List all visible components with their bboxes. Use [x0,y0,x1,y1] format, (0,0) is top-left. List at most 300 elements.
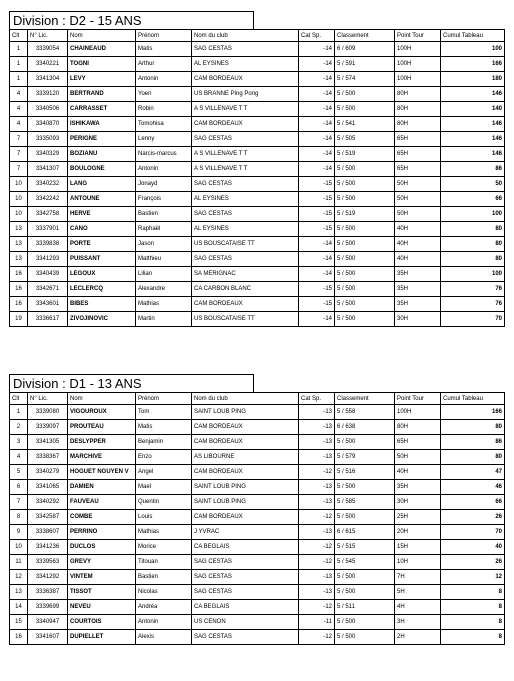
cell-license-number: 3342671 [28,282,68,297]
cell-point-tour: 80H [395,117,441,132]
cell-classement: 5 / 500 [335,435,395,450]
cell-license-number: 3341307 [28,162,68,177]
table-row [10,207,505,222]
cell-cumul-tableau: 70 [441,312,505,327]
table-row [10,585,505,600]
cell-first-name: Tom [136,405,192,420]
cell-first-name: Louis [136,510,192,525]
cell-last-name: COMBE [68,510,136,525]
cell-license-number: 3341065 [28,480,68,495]
cell-classement: 5 / 519 [335,147,395,162]
cell-last-name: ZIVOJINOVIC [68,312,136,327]
cell-rank: 6 [10,480,28,495]
cell-category: -14 [299,102,335,117]
cell-last-name: PORTE [68,237,136,252]
cell-first-name: Matis [136,420,192,435]
cell-classement: 5 / 500 [335,585,395,600]
cell-category: -13 [299,525,335,540]
cell-last-name: PUISSANT [68,252,136,267]
cell-cumul-tableau: 100 [441,207,505,222]
cell-classement: 5 / 574 [335,72,395,87]
cell-category: -13 [299,480,335,495]
cell-rank: 10 [10,192,28,207]
cell-rank: 10 [10,207,28,222]
division-title: Division : D2 - 15 ANS [9,11,254,29]
cell-category: -14 [299,147,335,162]
cell-cumul-tableau: 26 [441,555,505,570]
cell-last-name: CANO [68,222,136,237]
cell-classement: 5 / 500 [335,282,395,297]
cell-rank: 8 [10,510,28,525]
cell-cumul-tableau: 166 [441,57,505,72]
cell-club-name: CA CARBON BLANC [192,282,299,297]
cell-license-number: 3339054 [28,42,68,57]
cell-club-name: SAINT LOUB PING [192,405,299,420]
cell-classement: 5 / 500 [335,87,395,102]
cell-last-name: LEGOUX [68,267,136,282]
cell-last-name: DESLYPPER [68,435,136,450]
cell-rank: 7 [10,495,28,510]
cell-classement: 5 / 500 [335,615,395,630]
cell-cumul-tableau: 8 [441,615,505,630]
column-header-last-name: Nom [68,30,136,42]
cell-point-tour: 7H [395,570,441,585]
cell-rank: 12 [10,570,28,585]
cell-club-name: CAM BORDEAUX [192,297,299,312]
cell-cumul-tableau: 80 [441,237,505,252]
cell-club-name: J YVRAC [192,525,299,540]
column-header-license-number: N° Lic. [28,30,68,42]
cell-category: -12 [299,630,335,645]
cell-point-tour: 30H [395,495,441,510]
table-row [10,117,505,132]
cell-club-name: SAG CESTAS [192,555,299,570]
cell-last-name: BOZIANU [68,147,136,162]
cell-license-number: 3337901 [28,222,68,237]
table-row [10,147,505,162]
cell-point-tour: 5H [395,585,441,600]
header-row [10,393,505,405]
cell-club-name: CAM BORDEAUX [192,72,299,87]
cell-category: -14 [299,42,335,57]
cell-category: -14 [299,117,335,132]
cell-point-tour: 15H [395,540,441,555]
cell-first-name: Alexandre [136,282,192,297]
cell-rank: 1 [10,42,28,57]
cell-classement: 5 / 515 [335,540,395,555]
cell-cumul-tableau: 46 [441,480,505,495]
cell-cumul-tableau: 70 [441,525,505,540]
cell-last-name: VIGOUROUX [68,405,136,420]
cell-category: -15 [299,192,335,207]
cell-cumul-tableau: 146 [441,147,505,162]
cell-club-name: CA BEGLAIS [192,540,299,555]
table-row [10,540,505,555]
cell-category: -13 [299,495,335,510]
cell-first-name: Andréa [136,600,192,615]
column-header-license-number: N° Lic. [28,393,68,405]
cell-club-name: AL EYSINES [192,222,299,237]
cell-cumul-tableau: 50 [441,177,505,192]
cell-rank: 4 [10,102,28,117]
cell-category: -12 [299,555,335,570]
cell-cumul-tableau: 76 [441,297,505,312]
cell-point-tour: 40H [395,237,441,252]
cell-license-number: 3341305 [28,435,68,450]
cell-last-name: HERVE [68,207,136,222]
cell-last-name: LANG [68,177,136,192]
table-row [10,420,505,435]
cell-point-tour: 80H [395,420,441,435]
table-row [10,237,505,252]
cell-license-number: 3336617 [28,312,68,327]
cell-license-number: 3341293 [28,252,68,267]
cell-rank: 7 [10,162,28,177]
cell-classement: 5 / 500 [335,237,395,252]
column-header-club-name: Nom du club [192,30,299,42]
cell-rank: 16 [10,282,28,297]
cell-rank: 16 [10,297,28,312]
cell-first-name: Bastien [136,207,192,222]
cell-first-name: Tomohisa [136,117,192,132]
table-row [10,162,505,177]
cell-classement: 6 / 638 [335,420,395,435]
cell-point-tour: 50H [395,192,441,207]
table-row [10,192,505,207]
cell-last-name: PROUTEAU [68,420,136,435]
cell-category: -11 [299,615,335,630]
cell-first-name: Matis [136,42,192,57]
column-header-classement: Classement [335,393,395,405]
cell-category: -14 [299,237,335,252]
cell-point-tour: 35H [395,267,441,282]
cell-point-tour: 10H [395,555,441,570]
table-row [10,57,505,72]
cell-rank: 5 [10,465,28,480]
ranking-table [9,29,505,327]
table-row [10,72,505,87]
cell-rank: 13 [10,585,28,600]
cell-point-tour: 50H [395,207,441,222]
cell-first-name: Raphaël [136,222,192,237]
cell-point-tour: 40H [395,222,441,237]
cell-point-tour: 50H [395,450,441,465]
cell-last-name: GREVY [68,555,136,570]
cell-category: -14 [299,162,335,177]
table-row [10,297,505,312]
cell-license-number: 3341304 [28,72,68,87]
cell-last-name: BOULOGNE [68,162,136,177]
cell-category: -15 [299,282,335,297]
table-row [10,630,505,645]
cell-category: -15 [299,207,335,222]
cell-classement: 5 / 505 [335,132,395,147]
cell-first-name: Lilian [136,267,192,282]
cell-club-name: CAM BORDEAUX [192,420,299,435]
table-row [10,570,505,585]
cell-rank: 2 [10,420,28,435]
cell-category: -14 [299,57,335,72]
table-body [10,42,505,327]
cell-category: -15 [299,297,335,312]
cell-rank: 11 [10,555,28,570]
cell-point-tour: 65H [395,435,441,450]
cell-first-name: Mael [136,480,192,495]
cell-license-number: 3340439 [28,267,68,282]
cell-classement: 5 / 500 [335,162,395,177]
cell-last-name: PERIGNE [68,132,136,147]
table-row [10,267,505,282]
cell-category: -14 [299,252,335,267]
cell-club-name: SAG CESTAS [192,570,299,585]
cell-club-name: SAINT LOUB PING [192,495,299,510]
column-header-first-name: Prénom [136,30,192,42]
cell-rank: 7 [10,147,28,162]
cell-cumul-tableau: 80 [441,450,505,465]
cell-rank: 13 [10,222,28,237]
cell-last-name: VINTEM [68,570,136,585]
cell-rank: 1 [10,57,28,72]
table-row [10,222,505,237]
column-header-cumul-tableau: Cumul Tableau [441,393,505,405]
cell-cumul-tableau: 166 [441,405,505,420]
cell-license-number: 3341292 [28,570,68,585]
cell-first-name: Titouan [136,555,192,570]
cell-first-name: Angel [136,465,192,480]
division-d1-section [9,374,504,645]
cell-club-name: CAM BORDEAUX [192,465,299,480]
cell-cumul-tableau: 66 [441,192,505,207]
cell-rank: 13 [10,252,28,267]
cell-category: -12 [299,510,335,525]
header-row [10,30,505,42]
cell-last-name: BIBES [68,297,136,312]
cell-category: -15 [299,177,335,192]
cell-point-tour: 80H [395,87,441,102]
cell-first-name: Jason [136,237,192,252]
table-row [10,405,505,420]
cell-license-number: 3340232 [28,177,68,192]
cell-club-name: A S VILLENAVE T T [192,162,299,177]
cell-last-name: LEVY [68,72,136,87]
table-row [10,615,505,630]
cell-last-name: DUCLOS [68,540,136,555]
cell-point-tour: 25H [395,510,441,525]
cell-classement: 5 / 500 [335,312,395,327]
column-header-rank: Clt [10,30,28,42]
cell-first-name: Enzo [136,450,192,465]
column-header-point-tour: Point Tour [395,393,441,405]
cell-classement: 5 / 591 [335,57,395,72]
cell-point-tour: 65H [395,162,441,177]
cell-rank: 10 [10,540,28,555]
cell-club-name: A S VILLENAVE T T [192,102,299,117]
table-row [10,312,505,327]
cell-rank: 4 [10,450,28,465]
cell-point-tour: 2H [395,630,441,645]
cell-classement: 5 / 500 [335,192,395,207]
cell-rank: 1 [10,72,28,87]
cell-license-number: 3342242 [28,192,68,207]
cell-category: -14 [299,132,335,147]
cell-club-name: US BOUSCATAISE TT [192,312,299,327]
cell-first-name: Quentin [136,495,192,510]
cell-last-name: CHAINEAUD [68,42,136,57]
cell-category: -12 [299,465,335,480]
cell-point-tour: 30H [395,312,441,327]
cell-last-name: COURTOIS [68,615,136,630]
column-header-last-name: Nom [68,393,136,405]
cell-rank: 4 [10,117,28,132]
column-header-club-name: Nom du club [192,393,299,405]
cell-category: -14 [299,267,335,282]
cell-first-name: Lenny [136,132,192,147]
cell-first-name: François [136,192,192,207]
table-row [10,177,505,192]
cell-first-name: Robin [136,102,192,117]
cell-rank: 7 [10,132,28,147]
cell-rank: 19 [10,312,28,327]
cell-first-name: Martin [136,312,192,327]
cell-last-name: PERRINO [68,525,136,540]
cell-license-number: 3339563 [28,555,68,570]
cell-cumul-tableau: 146 [441,87,505,102]
ranking-table [9,392,505,645]
cell-category: -15 [299,222,335,237]
cell-point-tour: 3H [395,615,441,630]
cell-cumul-tableau: 66 [441,495,505,510]
cell-first-name: Alexis [136,630,192,645]
cell-classement: 5 / 500 [335,510,395,525]
cell-rank: 15 [10,615,28,630]
cell-last-name: TOGNI [68,57,136,72]
cell-classement: 5 / 500 [335,222,395,237]
cell-category: -13 [299,570,335,585]
table-row [10,450,505,465]
column-header-classement: Classement [335,30,395,42]
cell-license-number: 3340870 [28,117,68,132]
cell-point-tour: 80H [395,102,441,117]
cell-license-number: 3343601 [28,297,68,312]
cell-category: -14 [299,72,335,87]
cell-club-name: US BOUSCATAISE TT [192,237,299,252]
cell-club-name: SAG CESTAS [192,42,299,57]
cell-point-tour: 50H [395,177,441,192]
cell-cumul-tableau: 47 [441,465,505,480]
cell-point-tour: 35H [395,282,441,297]
cell-rank: 3 [10,435,28,450]
cell-last-name: NEVEU [68,600,136,615]
cell-last-name: MARCHIVE [68,450,136,465]
cell-club-name: AS LIBOURNE [192,450,299,465]
cell-cumul-tableau: 40 [441,540,505,555]
cell-cumul-tableau: 180 [441,72,505,87]
cell-point-tour: 100H [395,72,441,87]
cell-classement: 5 / 500 [335,252,395,267]
cell-classement: 5 / 516 [335,465,395,480]
cell-classement: 5 / 500 [335,480,395,495]
cell-license-number: 3340947 [28,615,68,630]
cell-club-name: SAG CESTAS [192,207,299,222]
table-row [10,480,505,495]
cell-rank: 16 [10,267,28,282]
division-d2-section [9,11,504,327]
cell-rank: 10 [10,177,28,192]
cell-last-name: DAMIEN [68,480,136,495]
cell-last-name: CARRASSET [68,102,136,117]
cell-classement: 5 / 558 [335,405,395,420]
cell-first-name: Antonin [136,72,192,87]
table-row [10,510,505,525]
table-row [10,42,505,57]
cell-classement: 5 / 541 [335,117,395,132]
cell-last-name: TISSOT [68,585,136,600]
cell-category: -13 [299,420,335,435]
cell-cumul-tableau: 146 [441,132,505,147]
table-row [10,282,505,297]
cell-cumul-tableau: 86 [441,162,505,177]
cell-license-number: 3339699 [28,600,68,615]
cell-first-name: Jonayd [136,177,192,192]
cell-classement: 5 / 500 [335,570,395,585]
cell-cumul-tableau: 76 [441,282,505,297]
cell-license-number: 3340329 [28,147,68,162]
cell-rank: 9 [10,525,28,540]
column-header-cumul-tableau: Cumul Tableau [441,30,505,42]
cell-point-tour: 100H [395,405,441,420]
cell-cumul-tableau: 8 [441,585,505,600]
cell-point-tour: 35H [395,480,441,495]
cell-point-tour: 35H [395,297,441,312]
cell-point-tour: 40H [395,465,441,480]
cell-club-name: US BRANNE Ping Pong [192,87,299,102]
column-header-rank: Clt [10,393,28,405]
cell-club-name: SAG CESTAS [192,132,299,147]
cell-club-name: SAG CESTAS [192,585,299,600]
table-row [10,525,505,540]
cell-classement: 5 / 500 [335,267,395,282]
cell-first-name: Morice [136,540,192,555]
cell-classement: 6 / 615 [335,525,395,540]
cell-cumul-tableau: 86 [441,435,505,450]
cell-license-number: 3341236 [28,540,68,555]
cell-point-tour: 20H [395,525,441,540]
cell-club-name: CAM BORDEAUX [192,117,299,132]
cell-cumul-tableau: 80 [441,222,505,237]
cell-cumul-tableau: 100 [441,267,505,282]
cell-classement: 5 / 519 [335,207,395,222]
cell-club-name: SAG CESTAS [192,252,299,267]
cell-rank: 1 [10,405,28,420]
cell-club-name: US CENON [192,615,299,630]
cell-classement: 6 / 609 [335,42,395,57]
cell-club-name: SAG CESTAS [192,630,299,645]
cell-license-number: 3340292 [28,495,68,510]
cell-last-name: HOGUET NGUYEN V [68,465,136,480]
column-header-point-tour: Point Tour [395,30,441,42]
cell-classement: 5 / 500 [335,297,395,312]
table-row [10,132,505,147]
cell-license-number: 3341607 [28,630,68,645]
cell-club-name: SAG CESTAS [192,177,299,192]
cell-license-number: 3340221 [28,57,68,72]
table-row [10,252,505,267]
cell-cumul-tableau: 80 [441,420,505,435]
cell-point-tour: 100H [395,57,441,72]
cell-category: -13 [299,450,335,465]
cell-cumul-tableau: 8 [441,600,505,615]
cell-last-name: ANTOUNE [68,192,136,207]
